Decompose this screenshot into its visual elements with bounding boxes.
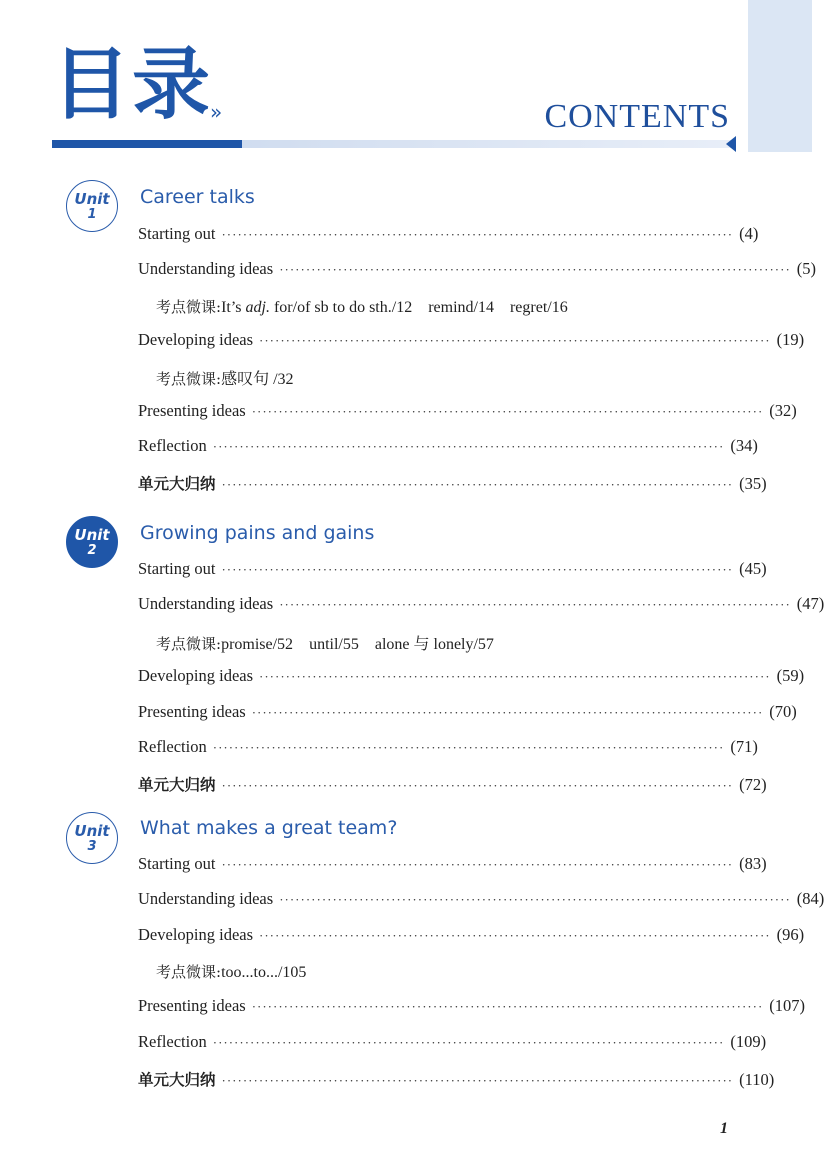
toc-row[interactable] (138, 737, 758, 761)
toc-row-page: ( 5 ) (796, 259, 817, 278)
toc-row[interactable] (138, 1032, 767, 1056)
toc-row-label: Starting out (138, 854, 216, 873)
toc-row[interactable] (138, 925, 805, 949)
toc-row[interactable] (138, 594, 825, 618)
leader-dots: ································································································ (279, 262, 791, 277)
toc-row-label: Reflection (138, 1032, 207, 1051)
toc-row-page: ( 47 ) (796, 594, 825, 613)
toc-row[interactable] (138, 436, 758, 460)
kaodian-line: 考点微课:too...to.../105 (156, 963, 307, 981)
toc-row-page: ( 45 ) (739, 559, 767, 578)
unit-badge-word: Unit (74, 189, 110, 208)
toc-row-page: ( 71 ) (730, 737, 758, 756)
toc-row-page: ( 34 ) (730, 436, 758, 455)
toc-row-page: ( 35 ) (739, 474, 767, 493)
toc-row[interactable] (138, 1068, 775, 1092)
leader-dots: ································································································ (279, 892, 791, 907)
leader-dots: ································································································ (221, 778, 734, 793)
toc-row[interactable] (138, 773, 767, 797)
toc-row-label: Reflection (138, 737, 207, 756)
toc-row-page: ( 72 ) (739, 775, 767, 794)
leader-dots: ································································································ (259, 669, 771, 684)
toc-row[interactable] (138, 702, 797, 726)
page-number: 1 (720, 1120, 728, 1137)
corner-tab (748, 0, 812, 152)
toc-row-label: Developing ideas (138, 666, 254, 685)
unit-badge (66, 812, 118, 864)
toc-row-page: ( 83 ) (739, 854, 767, 873)
toc-row[interactable] (138, 666, 805, 690)
leader-dots: ································································································ (221, 227, 734, 242)
leader-dots: ································································································ (212, 1035, 725, 1050)
leader-dots: ································································································ (221, 857, 734, 872)
page-title-cn: 目录 (52, 40, 213, 130)
toc-row-label: 单元大归纳 (138, 1071, 216, 1089)
toc-row[interactable] (138, 472, 767, 496)
toc-row[interactable] (138, 889, 825, 913)
toc-row[interactable] (138, 996, 806, 1020)
toc-row-page: ( 70 ) (769, 702, 797, 721)
kaodian-line: 考点微课:It’s adj. for/of sb to do sth./12 remind/14 regret/16 (156, 298, 568, 316)
header-triangle-icon (726, 136, 736, 152)
leader-dots: ································································································ (251, 705, 764, 720)
leader-dots: ································································································ (221, 1073, 734, 1088)
unit-badge-word: Unit (74, 821, 110, 840)
toc-row-page: ( 84 ) (796, 889, 825, 908)
toc-row-label: Starting out (138, 559, 216, 578)
toc-row-page: ( 109 ) (730, 1032, 767, 1051)
toc-row[interactable] (138, 401, 797, 425)
toc-row-page: ( 59 ) (776, 666, 805, 685)
toc-row-page: ( 19 ) (776, 330, 805, 349)
kaodian-line: 考点微课:promise/52 until/55 alone 与 lonely/57 (156, 635, 494, 653)
toc-row-page: ( 32 ) (769, 401, 797, 420)
toc-row-page: ( 4 ) (739, 224, 759, 243)
leader-dots: ································································································ (251, 999, 764, 1014)
toc-row-label: Developing ideas (138, 330, 254, 349)
toc-row-label: Reflection (138, 436, 207, 455)
toc-row-page: ( 96 ) (776, 925, 805, 944)
double-chevron-icon: » (210, 100, 223, 124)
leader-dots: ································································································ (259, 928, 771, 943)
toc-row-label: 单元大归纳 (138, 475, 216, 493)
page-title-en: CONTENTS (544, 98, 730, 135)
toc-row-label: Starting out (138, 224, 216, 243)
toc-row-label: Understanding ideas (138, 889, 274, 908)
toc-row[interactable] (138, 559, 767, 583)
leader-dots: ································································································ (251, 404, 764, 419)
toc-row-page: ( 110 ) (739, 1070, 775, 1089)
unit-badge-number: 3 (87, 838, 97, 854)
unit-title[interactable]: What makes a great team? (140, 817, 398, 839)
leader-dots: ································································································ (279, 597, 791, 612)
unit-title[interactable]: Growing pains and gains (140, 522, 375, 544)
toc-row-page: ( 107 ) (769, 996, 806, 1015)
header-divider-accent (52, 140, 242, 148)
toc-row[interactable] (138, 330, 805, 354)
toc-row[interactable] (138, 259, 817, 283)
unit-badge-number: 2 (87, 542, 97, 558)
unit-badge (66, 180, 118, 232)
unit-badge-number: 1 (87, 206, 97, 222)
toc-row[interactable] (138, 224, 759, 248)
unit-badge (66, 516, 118, 568)
leader-dots: ································································································ (221, 477, 734, 492)
toc-row-label: Understanding ideas (138, 259, 274, 278)
kaodian-line: 考点微课:感叹句 /32 (156, 370, 294, 388)
unit-title[interactable]: Career talks (140, 186, 255, 208)
unit-badge-word: Unit (74, 525, 110, 544)
leader-dots: ································································································ (221, 562, 734, 577)
toc-row-label: Understanding ideas (138, 594, 274, 613)
toc-row-label: Presenting ideas (138, 401, 246, 420)
toc-row[interactable] (138, 854, 767, 878)
toc-row-label: Presenting ideas (138, 996, 246, 1015)
toc-row-label: Presenting ideas (138, 702, 246, 721)
leader-dots: ································································································ (212, 740, 725, 755)
toc-row-label: Developing ideas (138, 925, 254, 944)
leader-dots: ································································································ (259, 333, 771, 348)
toc-row-label: 单元大归纳 (138, 776, 216, 794)
leader-dots: ································································································ (212, 439, 725, 454)
